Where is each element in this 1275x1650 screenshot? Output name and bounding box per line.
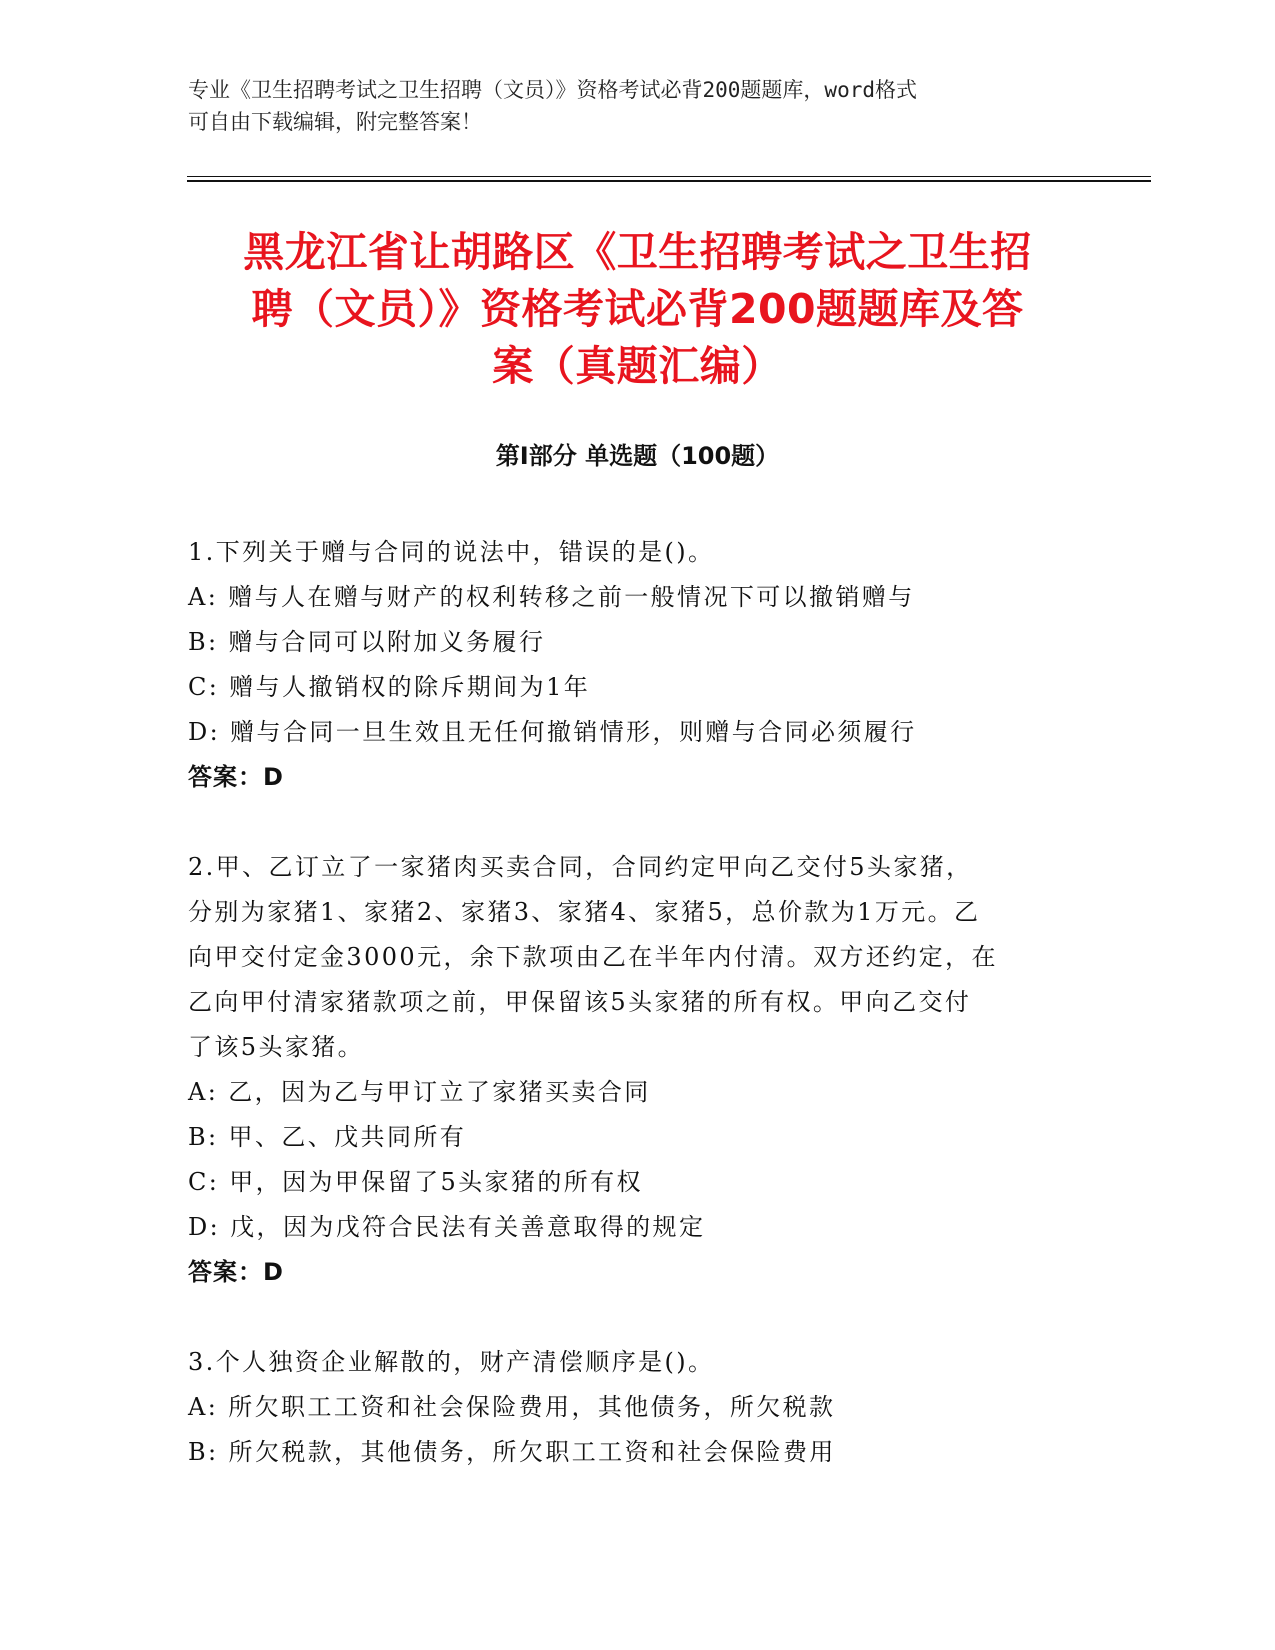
question-block bbox=[188, 530, 1093, 800]
document-title-line-3: 案（真题汇编） bbox=[492, 342, 783, 390]
document-title-line-1: 黑龙江省让胡路区《卫生招聘考试之卫生招 bbox=[243, 228, 1032, 276]
answer-key: 答案：D bbox=[188, 763, 284, 791]
question-stem-line: 了该5头家猪。 bbox=[188, 1033, 365, 1061]
question-list bbox=[188, 530, 1093, 1520]
question-stem-line: 向甲交付定金3000元，余下款项由乙在半年内付清。双方还约定，在 bbox=[188, 943, 998, 971]
question-block bbox=[188, 1340, 1093, 1475]
answer-option: D: 戊，因为戊符合民法有关善意取得的规定 bbox=[188, 1213, 706, 1241]
header-divider-thick bbox=[187, 180, 1151, 182]
section-heading: 第Ⅰ部分 单选题（100题） bbox=[495, 442, 780, 470]
question-block bbox=[188, 845, 1093, 1295]
header-divider-thin bbox=[187, 176, 1151, 177]
document-title bbox=[190, 224, 1085, 395]
question-stem-line: 3.个人独资企业解散的，财产清偿顺序是()。 bbox=[188, 1348, 715, 1376]
answer-option: A: 所欠职工工资和社会保险费用，其他债务，所欠税款 bbox=[188, 1393, 836, 1421]
answer-option: B: 所欠税款，其他债务，所欠职工工资和社会保险费用 bbox=[188, 1438, 836, 1466]
answer-option: D: 赠与合同一旦生效且无任何撤销情形，则赠与合同必须履行 bbox=[188, 718, 917, 746]
download-note bbox=[188, 74, 1068, 138]
download-note-line-1: 专业《卫生招聘考试之卫生招聘（文员）》资格考试必背200题题库，word格式 bbox=[188, 78, 917, 102]
question-stem-line: 2.甲、乙订立了一家猪肉买卖合同，合同约定甲向乙交付5头家猪， bbox=[188, 853, 973, 881]
question-stem-line: 乙向甲付清家猪款项之前，甲保留该5头家猪的所有权。甲向乙交付 bbox=[188, 988, 972, 1016]
question-stem-line: 分别为家猪1、家猪2、家猪3、家猪4、家猪5，总价款为1万元。乙 bbox=[188, 898, 981, 926]
document-title-line-2: 聘（文员）》资格考试必背200题题库及答 bbox=[251, 285, 1024, 333]
question-stem-line: 1.下列关于赠与合同的说法中，错误的是()。 bbox=[188, 538, 715, 566]
answer-key: 答案：D bbox=[188, 1258, 284, 1286]
answer-option: A: 乙，因为乙与甲订立了家猪买卖合同 bbox=[188, 1078, 651, 1106]
download-note-line-2: 可自由下载编辑，附完整答案！ bbox=[188, 110, 482, 134]
answer-option: C: 甲，因为甲保留了5头家猪的所有权 bbox=[188, 1168, 643, 1196]
answer-option: C: 赠与人撤销权的除斥期间为1年 bbox=[188, 673, 591, 701]
answer-option: B: 甲、乙、戊共同所有 bbox=[188, 1123, 467, 1151]
answer-option: B: 赠与合同可以附加义务履行 bbox=[188, 628, 546, 656]
answer-option: A: 赠与人在赠与财产的权利转移之前一般情况下可以撤销赠与 bbox=[188, 583, 915, 611]
